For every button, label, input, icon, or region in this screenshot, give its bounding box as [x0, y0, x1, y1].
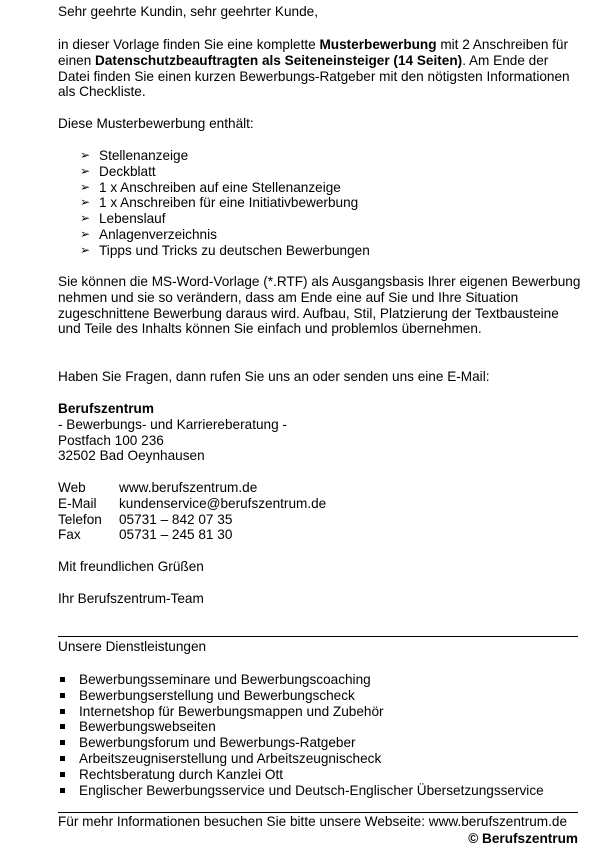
list-item [58, 704, 544, 720]
contents-list [80, 148, 370, 259]
list-item-label: Deckblatt [99, 163, 156, 179]
list-item-label: 1 x Anschreiben auf eine Stellenanzeige [99, 179, 341, 195]
table-row [58, 527, 326, 543]
contact-label: Telefon [58, 511, 102, 527]
intro-text-3: . Am Ende der Datei finden Sie einen kurzen Bewerbungs-Ratgeber mit den nötigsten Informationen als Checkliste. [58, 52, 570, 100]
square-bullet-icon [60, 724, 65, 729]
list-item [58, 719, 544, 735]
square-bullet-icon [60, 788, 65, 793]
list-item [80, 180, 370, 196]
square-bullet-icon [60, 772, 65, 777]
list-item [58, 783, 544, 799]
intro-text-2: mit 2 Anschreiben für einen [58, 37, 569, 68]
list-item [58, 767, 544, 783]
list-item-label: Englischer Bewerbungsservice und Deutsch-Englischer Übersetzungsservice [79, 782, 544, 798]
greeting: Sehr geehrte Kundin, sehr geehrter Kunde, [58, 4, 318, 19]
intro-bold-1: Musterbewerbung [319, 37, 437, 52]
list-item [80, 243, 370, 259]
postbox: Postfach 100 236 [58, 432, 164, 448]
company-name: Berufszentrum [58, 401, 154, 416]
list-item-label: Tipps und Tricks zu deutschen Bewerbungen [99, 242, 370, 258]
divider [58, 812, 578, 813]
contains-title: Diese Musterbewerbung enthält: [58, 116, 254, 131]
services-list [58, 672, 544, 798]
email-link[interactable]: kundenservice@berufszentrum.de [119, 495, 327, 511]
list-item [80, 211, 370, 227]
fax-value: 05731 – 245 81 30 [119, 527, 233, 543]
list-item [80, 148, 370, 164]
arrow-bullet-icon: ➢ [80, 195, 91, 210]
square-bullet-icon [60, 756, 65, 761]
services-title: Unsere Dienstleistungen [58, 639, 207, 654]
list-item-label: 1 x Anschreiben für eine Initiativbewerbung [99, 195, 359, 211]
list-item [80, 195, 370, 211]
phone-value: 05731 – 842 07 35 [119, 511, 233, 527]
square-bullet-icon [60, 677, 65, 682]
divider [58, 636, 578, 637]
signature-team: Ihr Berufszentrum-Team [58, 591, 204, 606]
arrow-bullet-icon: ➢ [80, 226, 91, 241]
regards: Mit freundlichen Grüßen [58, 559, 204, 574]
list-item-label: Arbeitszeugniserstellung und Arbeitszeugnischeck [79, 750, 382, 766]
square-bullet-icon [60, 709, 65, 714]
list-item [80, 164, 370, 180]
contact-table [58, 480, 326, 543]
intro-text-1: in dieser Vorlage finden Sie eine komplette [58, 37, 320, 52]
list-item [58, 688, 544, 704]
list-item-label: Bewerbungserstellung und Bewerbungscheck [79, 687, 355, 703]
square-bullet-icon [60, 693, 65, 698]
list-item [58, 751, 544, 767]
table-row [58, 512, 326, 528]
table-row [58, 496, 326, 512]
list-item-label: Anlagenverzeichnis [99, 226, 217, 242]
company-tagline: - Bewerbungs- und Karriereberatung - [58, 416, 287, 432]
list-item-label: Bewerbungsforum und Bewerbungs-Ratgeber [79, 735, 356, 751]
city: 32502 Bad Oeynhausen [58, 448, 205, 464]
arrow-bullet-icon: ➢ [80, 179, 91, 194]
contact-label: Fax [58, 527, 81, 543]
list-item-label: Rechtsberatung durch Kanzlei Ott [79, 766, 284, 782]
more-info-text: Für mehr Informationen besuchen Sie bitte unsere Webseite: www.berufszentrum.de [58, 814, 568, 829]
usage-paragraph: Sie können die MS-Word-Vorlage (*.RTF) als Ausgangsbasis Ihrer eigenen Bewerbung nehmen und sie so verändern, dass am Ende eine auf Sie und Ihre Situation zugeschnittene Bewerbung daraus wird. Aufbau, Stil, Platzierung der Textbausteine und Teile des Inhalts können Sie einfach und problemlos übernehmen. [58, 274, 581, 337]
list-item-label: Bewerbungswebseiten [79, 719, 216, 735]
list-item-label: Bewerbungsseminare und Bewerbungscoaching [79, 672, 371, 687]
intro-paragraph [58, 37, 583, 100]
square-bullet-icon [60, 740, 65, 745]
intro-bold-2: Datenschutzbeauftragten als Seiteneinsteiger (14 Seiten) [95, 52, 463, 68]
contact-label: E-Mail [58, 495, 97, 511]
list-item-label: Stellenanzeige [99, 148, 189, 163]
arrow-bullet-icon: ➢ [80, 242, 91, 257]
arrow-bullet-icon: ➢ [80, 163, 91, 178]
arrow-bullet-icon: ➢ [80, 148, 91, 162]
list-item [80, 227, 370, 243]
questions-paragraph: Haben Sie Fragen, dann rufen Sie uns an oder senden uns eine E-Mail: [58, 369, 490, 384]
list-item [58, 735, 544, 751]
list-item-label: Internetshop für Bewerbungsmappen und Zubehör [79, 703, 384, 719]
web-link[interactable]: www.berufszentrum.de [119, 480, 258, 495]
contact-label: Web [58, 480, 86, 495]
list-item-label: Lebenslauf [99, 211, 166, 227]
table-row [58, 480, 326, 496]
copyright-notice: © Berufszentrum [468, 831, 578, 846]
arrow-bullet-icon: ➢ [80, 211, 91, 226]
address-block [58, 401, 287, 464]
list-item [58, 672, 544, 688]
